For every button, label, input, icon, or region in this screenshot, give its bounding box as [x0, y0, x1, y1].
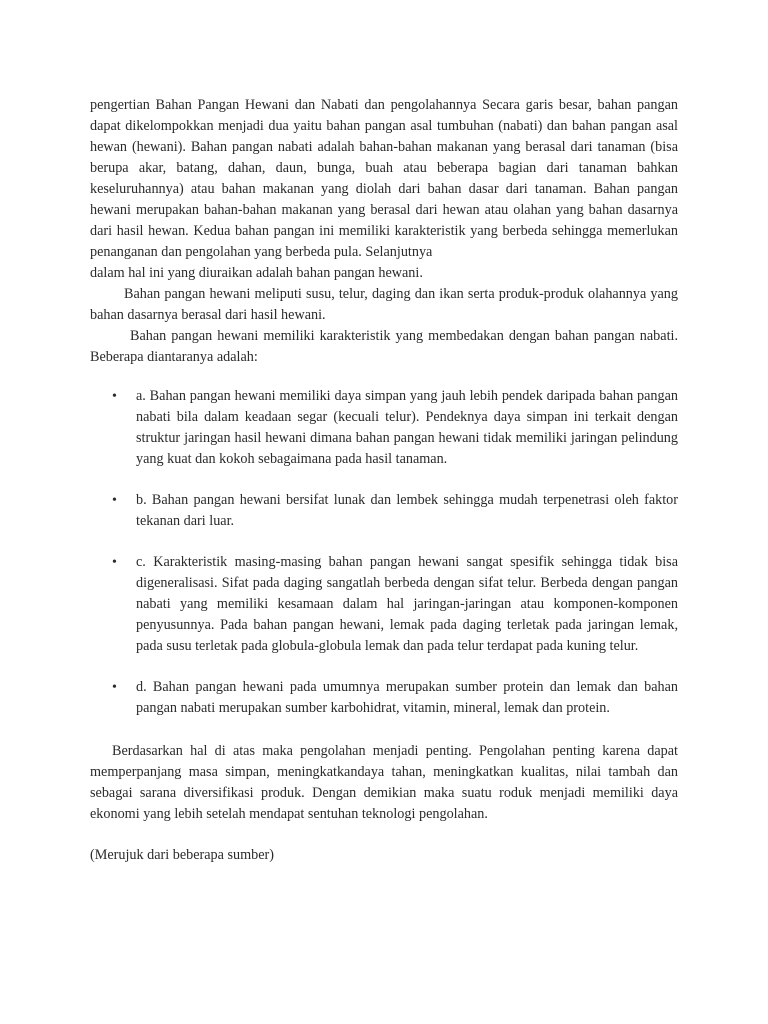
- list-item: [90, 490, 678, 532]
- list-item: [90, 677, 678, 719]
- bullet-icon: •: [112, 493, 117, 508]
- list-item-text: c. Karakteristik masing-masing bahan pangan hewani sangat spesifik sehingga tidak bisa digeneralisasi. Sifat pada daging sangatlah berbeda dengan sifat telur. Berbeda dengan pangan nabati yang memiliki kesamaan dalam hal jaringan-jaringan atau komponen-komponen penyusunnya. Pada bahan pangan hewani, lemak pada daging terletak pada jaringan lemak, pada susu terletak pada globula-globula lemak dan pada telur terdapat pada kuning telur.: [136, 554, 678, 654]
- paragraph-characteristics: Bahan pangan hewani memiliki karakteristik yang membedakan dengan bahan pangan nabati. Beberapa diantaranya adalah:: [90, 328, 678, 365]
- intro-paragraph: pengertian Bahan Pangan Hewani dan Nabati dan pengolahannya Secara garis besar, bahan pangan dapat dikelompokkan menjadi dua yaitu bahan pangan asal tumbuhan (nabati) dan bahan pangan asal hewan (hewani). Bahan pangan nabati adalah bahan-bahan makanan yang berasal dari tanaman (bisa berupa akar, batang, dahan, daun, bunga, buah atau beberapa bagian dari tanaman bahkan keseluruhannya) atau bahan makanan yang diolah dari bahan dasar dari tanaman. Bahan pangan hewani merupakan bahan-bahan makanan yang berasal dari hewan atau olahan yang bahan dasarnya dari hasil hewan. Kedua bahan pangan ini memiliki karakteristik yang berbeda sehingga memerlukan penanganan dan pengolahan yang berbeda pula. Selanjutnya: [90, 97, 678, 260]
- paragraph-conclusion: Berdasarkan hal di atas maka pengolahan menjadi penting. Pengolahan penting karena dapat memperpanjang masa simpan, meningkatkandaya tahan, meningkatkan kualitas, nilai tambah dan sebagai sarana diversifikasi produk. Dengan demikian maka suatu roduk menjadi memiliki daya ekonomi yang lebih setelah mendapat sentuhan teknologi pengolahan.: [90, 743, 678, 822]
- bullet-icon: •: [112, 680, 117, 695]
- bullet-icon: •: [112, 555, 117, 570]
- list-item: [90, 386, 678, 470]
- bullet-icon: •: [112, 389, 117, 404]
- source-note: (Merujuk dari beberapa sumber): [90, 847, 274, 863]
- characteristics-list: [90, 386, 678, 719]
- list-item-text: a. Bahan pangan hewani memiliki daya simpan yang jauh lebih pendek daripada bahan pangan nabati bila dalam keadaan segar (kecuali telur). Pendeknya daya simpan ini terkait dengan struktur jaringan hasil hewani dimana bahan pangan hewani tidak memiliki jaringan pelindung yang kuat dan kokoh sebagaimana pada hasil tanaman.: [136, 388, 678, 467]
- intro-continuation: dalam hal ini yang diuraikan adalah bahan pangan hewani.: [90, 265, 423, 281]
- document-body: [90, 95, 678, 866]
- list-item: [90, 552, 678, 657]
- paragraph-hewani-scope: Bahan pangan hewani meliputi susu, telur, daging dan ikan serta produk-produk olahannya yang bahan dasarnya berasal dari hasil hewani.: [90, 286, 678, 323]
- list-item-text: d. Bahan pangan hewani pada umumnya merupakan sumber protein dan lemak dan bahan pangan nabati merupakan sumber karbohidrat, vitamin, mineral, lemak dan protein.: [136, 679, 678, 716]
- list-item-text: b. Bahan pangan hewani bersifat lunak dan lembek sehingga mudah terpenetrasi oleh faktor tekanan dari luar.: [136, 492, 678, 529]
